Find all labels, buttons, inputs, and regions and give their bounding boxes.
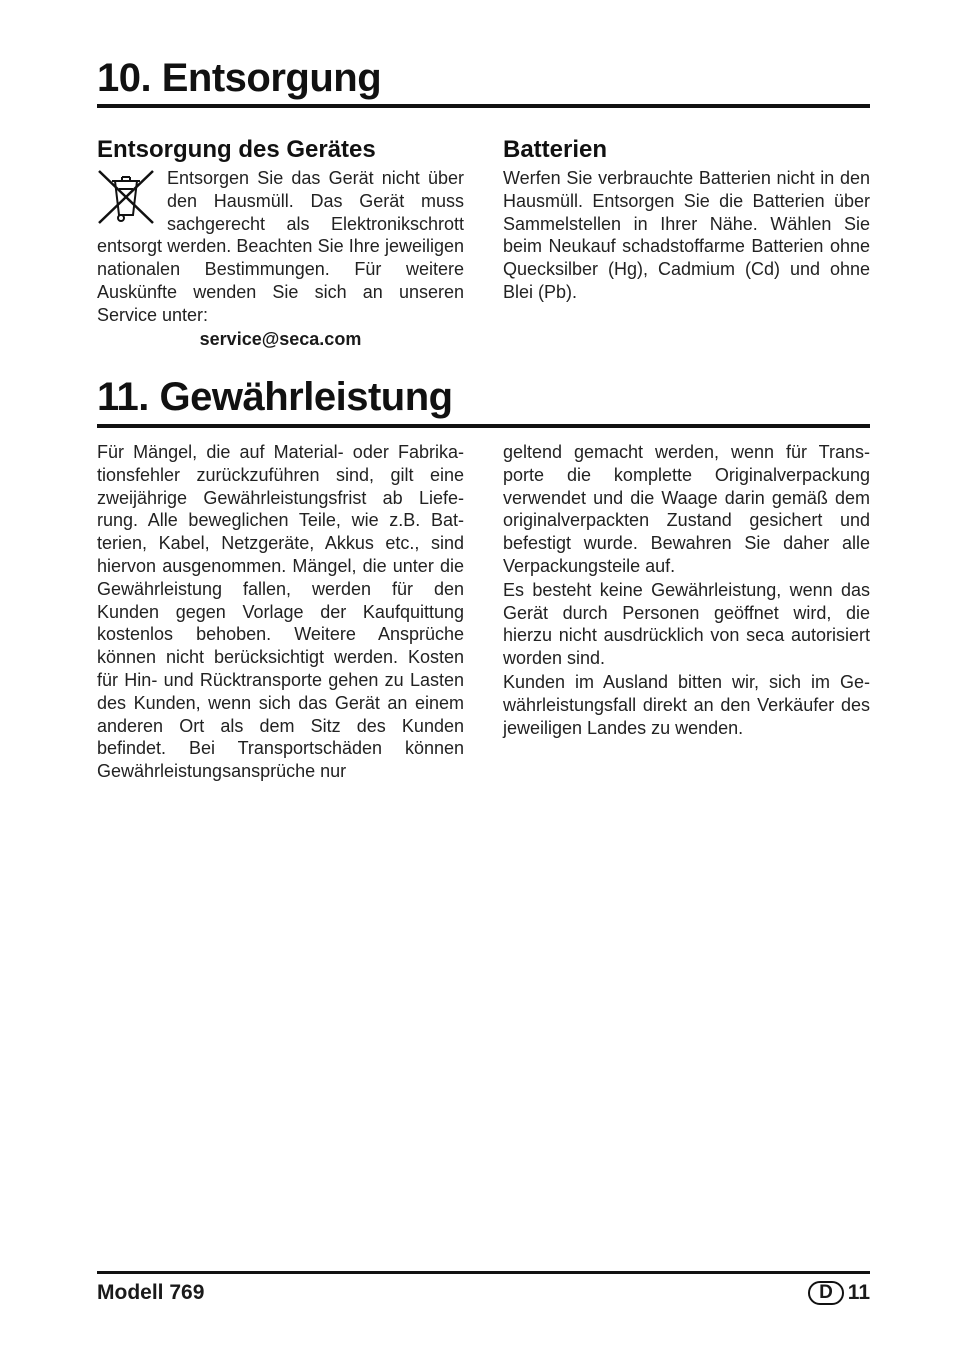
section-11-rule — [97, 424, 870, 428]
section-11-title: 11. Gewährleistung — [97, 375, 453, 419]
warranty-text-right — [503, 441, 870, 740]
page-number: 11 — [847, 1281, 870, 1304]
device-disposal-text-block — [97, 167, 464, 327]
section-10-rule — [97, 104, 870, 108]
batteries-text: Werfen Sie verbrauchte Batterien nicht in den Hausmüll. Entsorgen Sie die Batterien über Sammelstellen in Ihrer Nähe. Wählen Sie beim Neukauf schadstoffarme Batterien ohne Quecksilber (Hg), Cadmium (Cd) und ohne Blei (Pb). — [503, 168, 870, 302]
language-badge: D — [808, 1281, 844, 1305]
section-10-title: 10. Entsorgung — [97, 56, 382, 100]
page-indicator — [808, 1280, 870, 1306]
crossed-out-wheelie-bin-icon — [97, 167, 155, 225]
warranty-text-left: Für Mängel, die auf Material- oder Fabrikationsfehler zurückzuführen sind, gilt eine zweijährige Gewährleistungsfrist ab Lieferung. Alle beweglichen Teile, wie z.B. Batterien, Kabel, Netzgeräte, Akkus etc., sind hiervon ausgenommen. Mängel, die unter die Gewährleistung fallen, werden für den Kunden gegen Vorlage der Kaufquittung kostenlos behoben. Weitere Ansprüche können nicht berücksichtigt werden. Kosten für Hin- und Rücktransporte gehen zu Lasten des Kunden, wenn sich das Gerät an einem anderen Ort als dem Sitz des Kunden befindet. Bei Transportschäden können Gewährleistungsansprüche nur — [97, 442, 464, 782]
service-email-link[interactable]: service@seca.com — [199, 329, 362, 349]
device-disposal-text: Entsorgen Sie das Gerät nicht über den Hausmüll. Das Gerät muss sachgerecht als Elektronikschrott entsorgt werden. Beachten Sie Ihre jeweiligen nationalen Bestimmungen. Für weitere Auskünfte wenden Sie sich an unseren Service unter: — [97, 168, 464, 325]
warranty-paragraph: Kunden im Ausland bitten wir, sich im Gewährleistungsfall direkt an den Verkäufer des jeweiligen Landes zu wenden. — [503, 671, 870, 738]
model-label: Modell 769 — [97, 1281, 205, 1304]
device-disposal-heading: Entsorgung des Gerätes — [97, 136, 376, 163]
footer-rule — [97, 1271, 870, 1274]
warranty-paragraph: Es besteht keine Gewährleistung, wenn das Gerät durch Personen geöffnet wird, die hierzu nicht ausdrücklich von seca autorisiert worden sind. — [503, 579, 870, 669]
batteries-heading: Batterien — [503, 136, 608, 163]
warranty-paragraph: geltend gemacht werden, wenn für Transporte die komplette Originalverpackung verwendet und die Waage darin gemäß dem originalverpackten Zustand gesichert und befestigt wurde. Bewahren Sie daher alle Verpackungsteile auf. — [503, 442, 870, 576]
